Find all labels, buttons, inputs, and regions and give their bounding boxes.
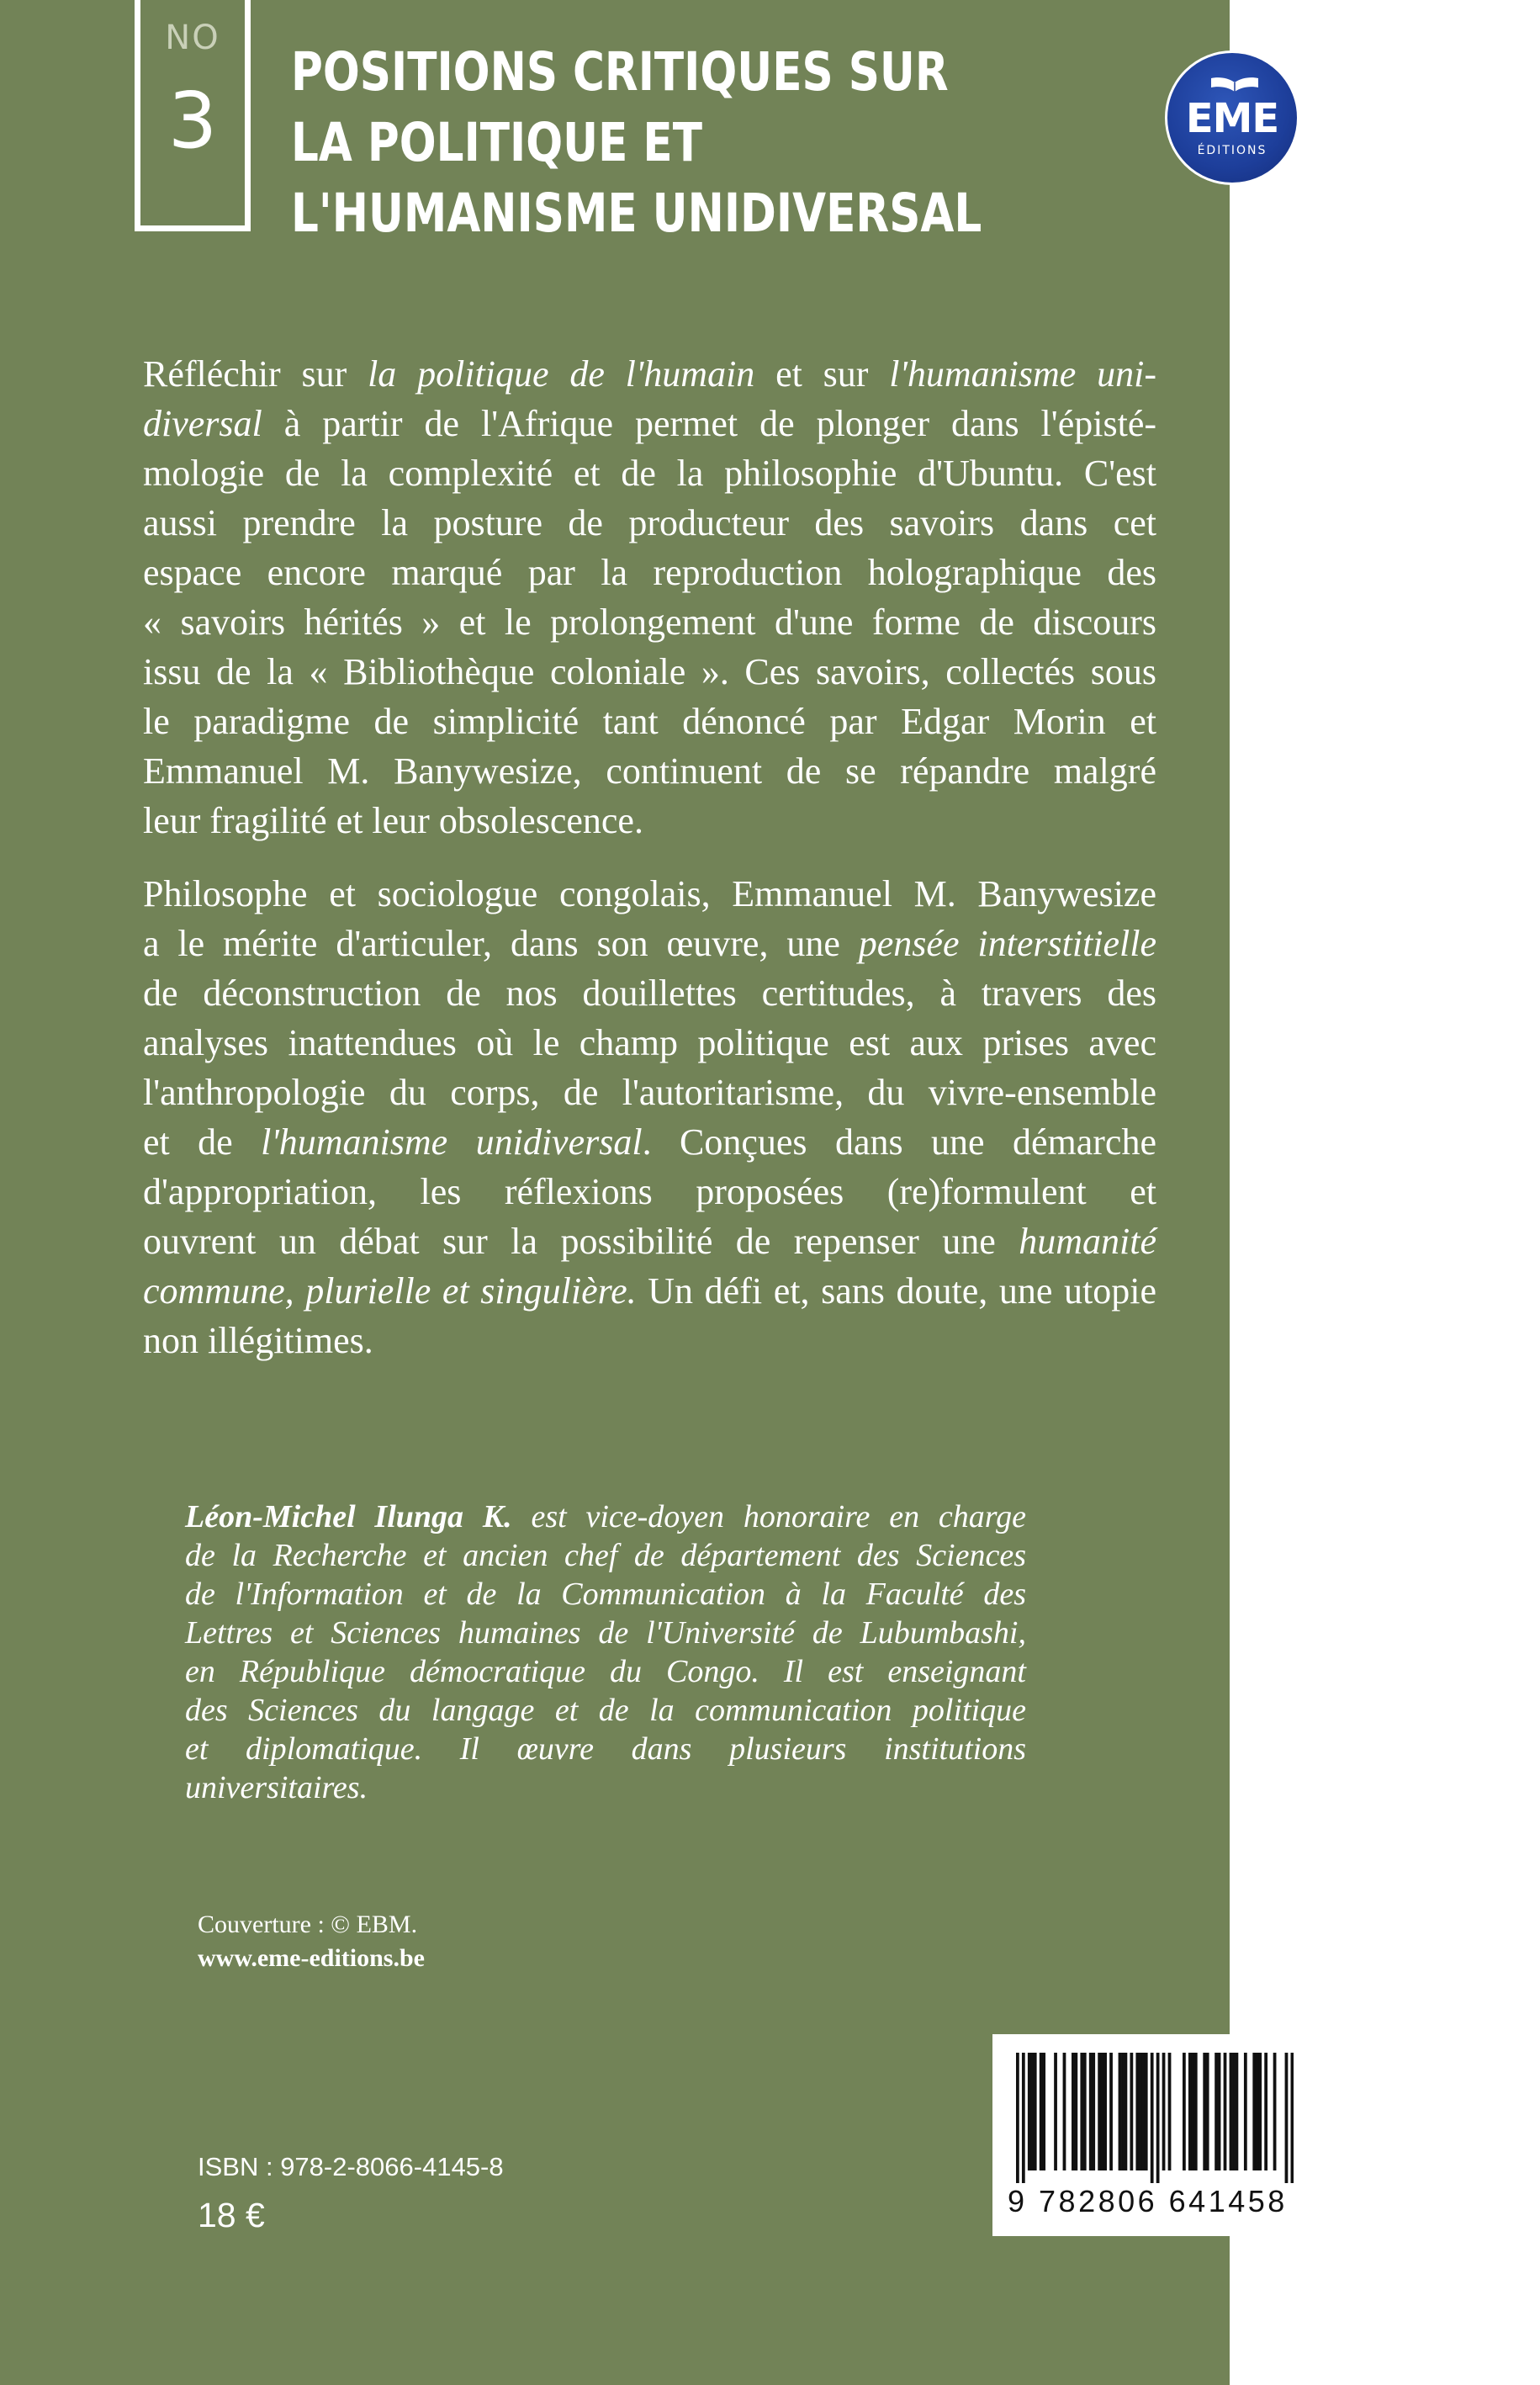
barcode-bar <box>1224 2053 1227 2170</box>
blurb-line: l'anthropologie du corps, de l'autoritarisme, du vivre-ensemble <box>143 1072 1156 1113</box>
barcode-bar <box>1016 2053 1019 2183</box>
blurb-line: Philosophe et sociologue congolais, Emmanuel M. Banywesize <box>143 873 1156 914</box>
barcode-bar <box>1119 2053 1122 2170</box>
cover-credit: Couverture : © EBM. <box>198 1911 418 1938</box>
price: 18 € <box>198 2196 265 2234</box>
spine-margin <box>1230 0 1540 2385</box>
barcode-bars <box>1016 2053 1294 2183</box>
barcode-bar <box>1291 2053 1294 2183</box>
bio-line: Lettres et Sciences humaines de l'Université de Lubumbashi, <box>185 1615 1026 1651</box>
blurb-line: ouvrent un débat sur la possibilité de repenser une humanité <box>143 1221 1156 1262</box>
blurb-line: « savoirs hérités » et le prolongement d'une forme de discours <box>143 602 1156 643</box>
barcode-bar <box>1054 2053 1057 2170</box>
barcode-bar <box>1121 2053 1125 2170</box>
blurb-line: Emmanuel M. Banywesize, continuent de se répandre malgré <box>143 750 1156 792</box>
barcode-bar <box>1218 2053 1221 2170</box>
barcode-bar <box>1151 2053 1154 2183</box>
barcode-bar <box>1258 2053 1262 2170</box>
blurb-line: diversal à partir de l'Afrique permet de plonger dans l'épisté- <box>143 403 1156 444</box>
barcode-bar <box>1109 2053 1113 2170</box>
blurb-line: de déconstruction de nos douillettes certitudes, à travers des <box>143 973 1156 1014</box>
blurb-line: le paradigme de simplicité tant dénoncé par Edgar Morin et <box>143 701 1156 742</box>
barcode-bar <box>1083 2053 1087 2170</box>
publisher-logo <box>1165 50 1299 185</box>
bio-line: de la Recherche et ancien chef de département des Sciences <box>185 1538 1026 1573</box>
barcode-bar <box>1101 2053 1104 2170</box>
barcode-bar <box>1203 2053 1206 2170</box>
isbn: ISBN : 978-2-8066-4145-8 <box>198 2152 504 2181</box>
barcode-bar <box>1273 2053 1277 2170</box>
bio-line: et diplomatique. Il œuvre dans plusieurs institutions <box>185 1731 1026 1767</box>
barcode-bar <box>1135 2053 1139 2170</box>
barcode-bar <box>1080 2053 1083 2170</box>
blurb-line: analyses inattendues où le champ politique est aux prises avec <box>143 1022 1156 1063</box>
barcode-bar <box>1162 2053 1166 2170</box>
blurb-line: mologie de la complexité et de la philosophie d'Ubuntu. C'est <box>143 453 1156 494</box>
barcode-bar <box>1022 2053 1025 2183</box>
barcode-bar <box>1125 2053 1128 2170</box>
blurb-line: non illégitimes. <box>143 1320 373 1361</box>
publisher-logo-name: EME <box>1185 95 1279 142</box>
bio-line: des Sciences du langage et de la communication politique <box>185 1693 1026 1728</box>
bio-line: universitaires. <box>185 1770 368 1805</box>
book-title <box>291 37 982 249</box>
blurb-line: et de l'humanisme unidiversal. Conçues dans une démarche <box>143 1121 1156 1163</box>
blurb-line: a le mérite d'articuler, dans son œuvre, une pensée interstitielle <box>143 923 1156 964</box>
bio-line: Léon-Michel Ilunga K. est vice-doyen honoraire en charge <box>185 1499 1026 1534</box>
blurb-paragraph-2 <box>143 869 1156 1365</box>
blurb-line: aussi prendre la posture de producteur des savoirs dans cet <box>143 502 1156 543</box>
barcode-bar <box>1042 2053 1045 2170</box>
bio-line: de l'Information et de la Communication à la Faculté des <box>185 1577 1026 1612</box>
author-bio <box>185 1497 1026 1807</box>
barcode-bar <box>1191 2053 1194 2170</box>
publisher-logo-subtitle: ÉDITIONS <box>1197 144 1267 157</box>
blurb-line: espace encore marqué par la reproduction holographique des <box>143 552 1156 593</box>
barcode-bar <box>1264 2053 1267 2170</box>
open-book-icon <box>1209 75 1260 93</box>
barcode-bar <box>1156 2053 1160 2183</box>
barcode-bar <box>1089 2053 1093 2170</box>
blurb-line: commune, plurielle et singulière. Un défi et, sans doute, une utopie <box>143 1270 1156 1312</box>
barcode-bar <box>1232 2053 1236 2170</box>
barcode-bar <box>1145 2053 1148 2170</box>
barcode-bar <box>1130 2053 1133 2170</box>
barcode-bar <box>1040 2053 1043 2170</box>
series-label: NO <box>165 19 220 57</box>
barcode-bar <box>1028 2053 1031 2170</box>
barcode-bar <box>1183 2053 1186 2170</box>
title-line: LA POLITIQUE ET <box>291 112 702 173</box>
barcode-bar <box>1285 2053 1289 2183</box>
series-number-box <box>135 0 251 231</box>
publisher-website[interactable]: www.eme-editions.be <box>198 1944 425 1972</box>
barcode-bar <box>1139 2053 1142 2170</box>
barcode-bar <box>1256 2053 1259 2170</box>
barcode-bar <box>1030 2053 1034 2170</box>
barcode-bar <box>1092 2053 1095 2170</box>
credits <box>198 1908 425 1975</box>
author-name: Léon-Michel Ilunga K. <box>185 1499 512 1534</box>
barcode-bar <box>1074 2053 1077 2170</box>
barcode-bar <box>1206 2053 1209 2170</box>
barcode-bar <box>1236 2053 1239 2170</box>
barcode-bar <box>1103 2053 1107 2170</box>
barcode-bar <box>1230 2053 1233 2170</box>
title-line: POSITIONS CRITIQUES SUR <box>291 41 949 103</box>
barcode-bar <box>1168 2053 1172 2170</box>
blurb-line: Réfléchir sur la politique de l'humain et sur l'humanisme uni- <box>143 353 1156 395</box>
barcode-bar <box>1072 2053 1075 2170</box>
bio-line: en République démocratique du Congo. Il est enseignant <box>185 1654 1026 1689</box>
blurb-paragraph-1 <box>143 349 1156 845</box>
barcode-bar <box>1063 2053 1066 2170</box>
barcode-bar <box>1215 2053 1218 2170</box>
blurb-line: leur fragilité et leur obsolescence. <box>143 800 643 841</box>
barcode-bar <box>1034 2053 1037 2170</box>
title-line: L'HUMANISME UNIDIVERSAL <box>291 183 982 244</box>
blurb-line: issu de la « Bibliothèque coloniale ». Ces savoirs, collectés sous <box>143 651 1156 692</box>
series-number: 3 <box>167 76 218 166</box>
barcode-bar <box>1252 2053 1256 2170</box>
barcode-bar <box>1244 2053 1247 2170</box>
barcode-bar <box>1141 2053 1145 2170</box>
blurb-line: d'appropriation, les réflexions proposées (re)formulent et <box>143 1171 1156 1212</box>
barcode-digits: 9 782806 641458 <box>1008 2184 1288 2218</box>
barcode-bar <box>1098 2053 1101 2170</box>
barcode <box>992 2034 1312 2236</box>
barcode-bar <box>1188 2053 1192 2170</box>
barcode-bar <box>1194 2053 1198 2170</box>
